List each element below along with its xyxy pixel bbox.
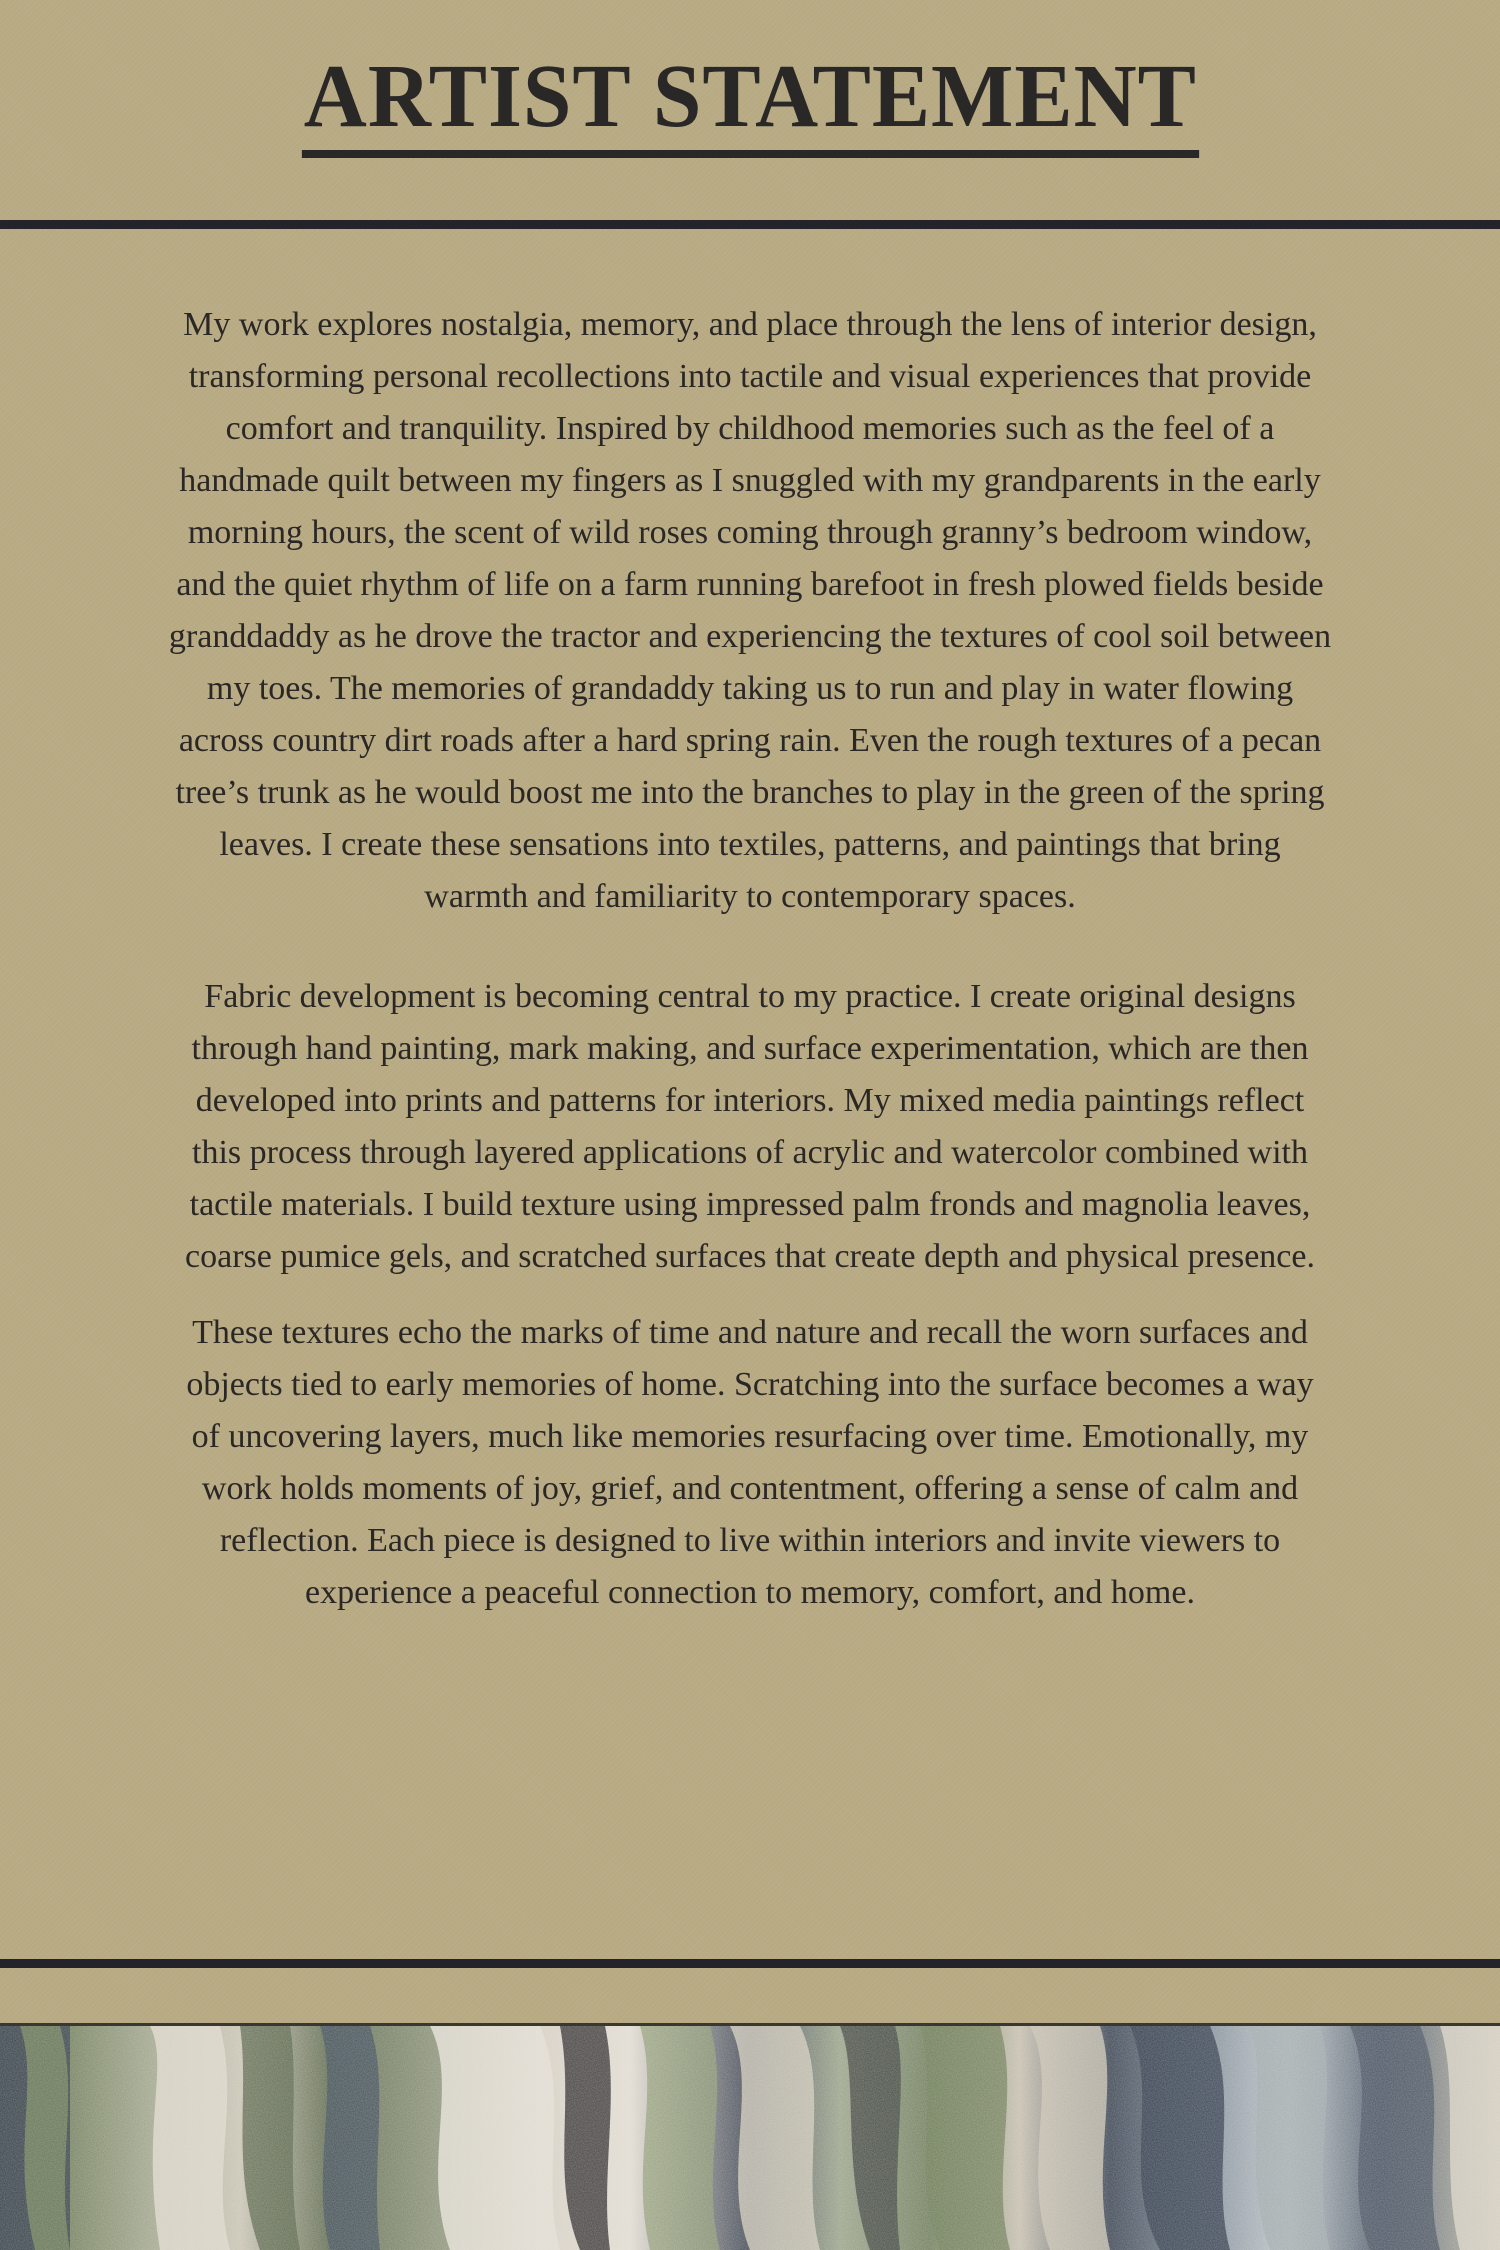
bottom-divider	[0, 1959, 1500, 1968]
page-title: ARTIST STATEMENT	[302, 52, 1199, 158]
statement-paragraph-1: My work explores nostalgia, memory, and place through the lens of interior design, transforming personal recollections into tactile and visual experiences that provide comfort and tranquility. Inspired by childhood memories such as the feel of a handmade quilt between my fingers as I snuggled with my grandparents in the early morning hours, the scent of wild roses coming through granny’s bedroom window, and the quiet rhythm of life on a farm running barefoot in fresh plowed fields beside granddaddy as he drove the tractor and experiencing the textures of cool soil between my toes. The memories of grandaddy taking us to run and play in water flowing across country dirt roads after a hard spring rain. Even the rough textures of a pecan tree’s trunk as he would boost me into the branches to play in the green of the spring leaves. I create these sensations into textiles, patterns, and paintings that bring warmth and familiarity to contemporary spaces.	[168, 306, 1332, 915]
statement-paragraph-2: Fabric development is becoming central to my practice. I create original designs through hand painting, mark making, and surface experimentation, which are then developed into prints and patterns for interiors. My mixed media paintings reflect this process through layered applications of acrylic and watercolor combined with tactile materials. I build texture using impressed palm fronds and magnolia leaves, coarse pumice gels, and scratched surfaces that create depth and physical presence.	[185, 978, 1315, 1275]
title-container	[0, 47, 1500, 158]
top-divider	[0, 220, 1500, 229]
statement-body	[168, 299, 1332, 1619]
painting-texture	[0, 2026, 1500, 2250]
painting-strip-image	[0, 2026, 1500, 2250]
statement-paragraph-3: These textures echo the marks of time and nature and recall the worn surfaces and objects tied to early memories of home. Scratching into the surface becomes a way of uncovering layers, much like memories resurfacing over time. Emotionally, my work holds moments of joy, grief, and contentment, offering a sense of calm and reflection. Each piece is designed to live within interiors and invite viewers to experience a peaceful connection to memory, comfort, and home.	[186, 1314, 1314, 1611]
